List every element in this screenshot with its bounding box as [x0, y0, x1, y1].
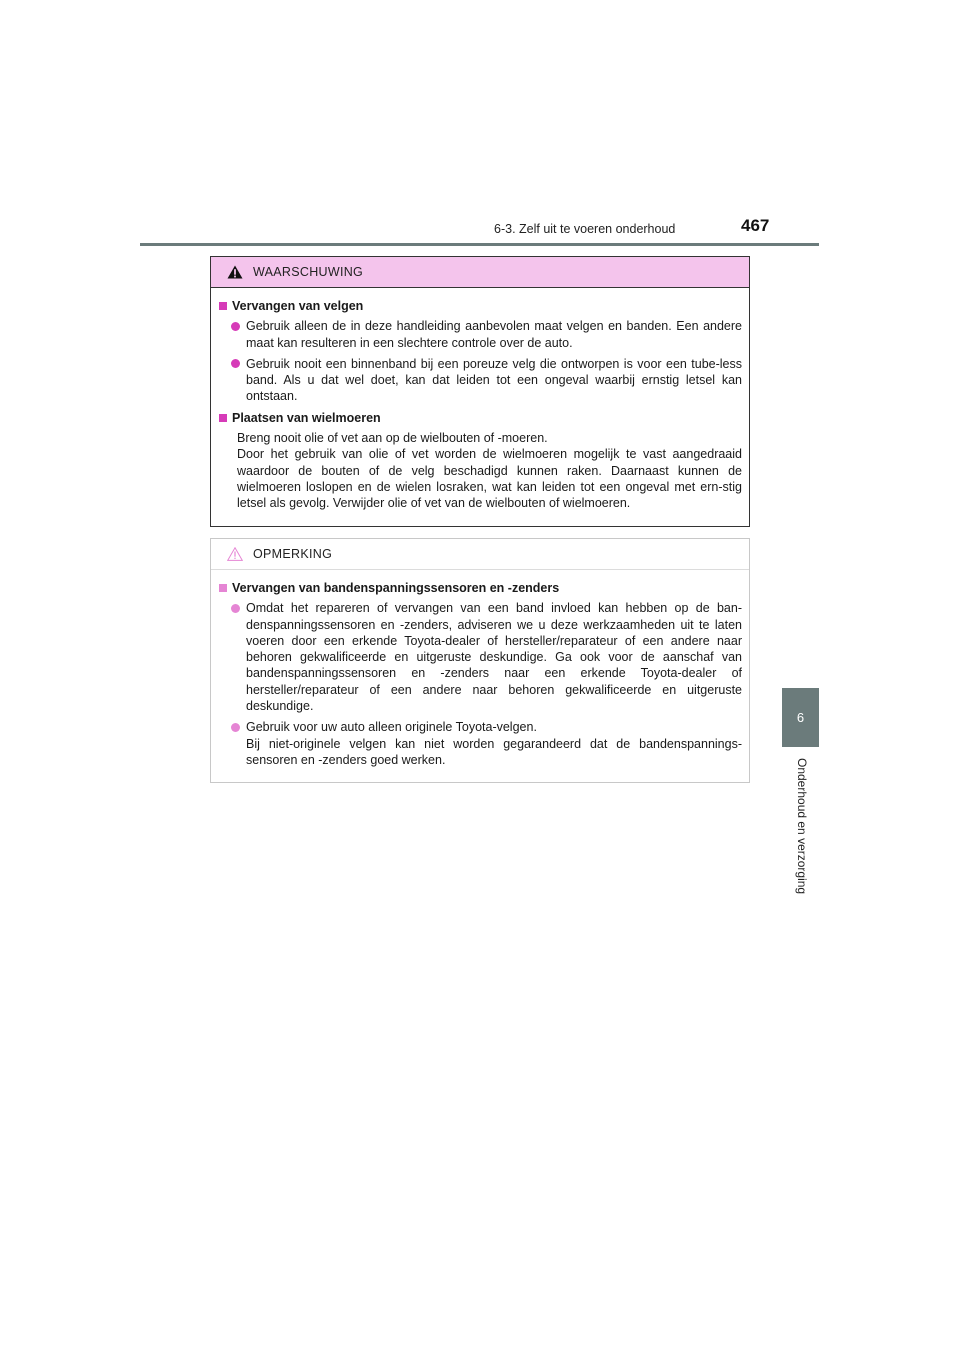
round-bullet-icon	[231, 322, 240, 331]
square-bullet-icon	[219, 302, 227, 310]
chapter-number: 6	[796, 710, 805, 725]
note-body	[211, 570, 749, 768]
section-text: Breng nooit olie of vet aan op de wielbouten of -moeren. Door het gebruik van olie of vet worden de wielmoeren mogelijk te vast aangedraaid waardoor de bouten of de velg beschadigd kunnen raken. Daarnaast kunnen de wielmoeren loslopen en de wielen losraken, wat kan leiden tot een ongeval met ern-stig letsel als gevolg. Verwijder olie of vet van de wielbouten of wielmoeren.	[237, 431, 742, 511]
round-bullet-icon	[231, 359, 240, 368]
round-bullet-icon	[231, 604, 240, 613]
round-bullet-icon	[231, 723, 240, 732]
note-header	[211, 539, 749, 570]
list-item: Gebruik nooit een binnenband bij een poreuze velg die ontworpen is voor een tube-less band. Als u dat wel doet, kan dat leiden tot een ongeval waarbij ernstig letsel kan ontstaan.	[231, 356, 742, 405]
square-bullet-icon	[219, 584, 227, 592]
warning-title: WAARSCHUWING	[253, 265, 364, 279]
note-title: OPMERKING	[253, 547, 333, 561]
section-title: Plaatsen van wielmoeren	[218, 410, 742, 426]
warning-body	[211, 288, 749, 512]
caution-triangle-icon	[227, 547, 243, 561]
list-item: Gebruik voor uw auto alleen originele Toyota-velgen. Bij niet-originele velgen kan niet worden gegarandeerd dat de bandenspannings-sensoren en -zenders goed werken.	[231, 719, 742, 768]
chapter-title: Onderhoud en verzorging	[795, 758, 809, 895]
section-header: 6-3. Zelf uit te voeren onderhoud	[494, 222, 676, 236]
chapter-tab[interactable]	[782, 688, 819, 747]
note-box	[210, 538, 750, 783]
list-item: Omdat het repareren of vervangen van een band invloed kan hebben op de ban-denspanningssensoren en -zenders, adviseren we u deze werkzaamheden uit te laten voeren door een erkende Toyota-dealer of hersteller/reparateur of een andere naar behoren gekwalificeerde en uitgeruste deskundige. Ga ook voor de aanschaf van bandenspanningssensoren en -zenders naar een erkende Toyota-dealer of hersteller/reparateur of een andere naar behoren gekwalificeerde en uitgeruste deskundige.	[231, 600, 742, 714]
square-bullet-icon	[219, 414, 227, 422]
section-title: Vervangen van velgen	[218, 298, 742, 314]
page-number: 467	[741, 216, 770, 235]
header-divider	[140, 243, 819, 246]
warning-triangle-icon	[227, 265, 243, 279]
warning-header	[211, 257, 749, 288]
section-title: Vervangen van bandenspanningssensoren en -zenders	[218, 580, 742, 596]
warning-box	[210, 256, 750, 527]
list-item: Gebruik alleen de in deze handleiding aanbevolen maat velgen en banden. Een andere maat kan resulteren in een slechtere controle over de auto.	[231, 318, 742, 351]
